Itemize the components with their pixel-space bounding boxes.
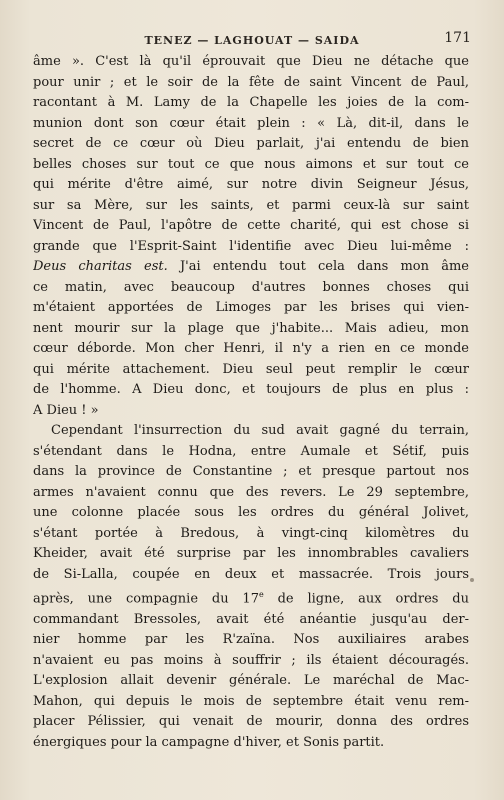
text-line: m'étaient apportées de Limoges par les brises qui vien- <box>33 300 469 315</box>
body-text <box>33 52 469 753</box>
ink-speck <box>470 578 474 582</box>
text-line: commandant Bressoles, avait été anéantie jusqu'au der- <box>33 611 469 627</box>
text-line: Kheider, avait été surprise par les innombrables cavaliers <box>33 546 469 561</box>
text-line: s'étant portée à Bredous, à vingt-cinq kilomètres du <box>33 525 469 541</box>
text-line: âme ». C'est là qu'il éprouvait que Dieu ne détache que <box>33 54 469 69</box>
text-line: Mahon, qui depuis le mois de septembre était venu rem- <box>33 693 469 709</box>
text-line: A Dieu ! » <box>33 402 99 418</box>
text-line: sur sa Mère, sur les saints, et parmi ceux-là sur saint <box>33 197 469 213</box>
text-line: belles choses sur tout ce que nous aimons et sur tout ce <box>33 156 469 172</box>
text-line: grande que l'Esprit-Saint l'identifie avec Dieu lui-même : <box>33 238 469 254</box>
page-number: 171 <box>444 30 471 46</box>
text-line: qui mérite attachement. Dieu seul peut remplir le cœur <box>33 361 469 377</box>
text-line: Deus charitas est. J'ai entendu tout cela dans mon âme <box>33 259 469 274</box>
text-line: s'étendant dans le Hodna, entre Aumale et Sétif, puis <box>33 443 469 459</box>
page-header <box>31 30 473 52</box>
text-line: nier homme par les R'zaïna. Nos auxiliaires arabes <box>33 632 469 648</box>
text-line: nent mourir sur la plage que j'habite... Mais adieu, mon <box>33 320 469 336</box>
text-line: Cependant l'insurrection du sud avait gagné du terrain, <box>51 423 469 438</box>
text-line: une colonne placée sous les ordres du général Jolivet, <box>33 505 469 520</box>
text-line: ce matin, avec beaucoup d'autres bonnes choses qui <box>33 279 469 295</box>
text-line: placer Pélissier, qui venait de mourir, donna des ordres <box>33 714 469 730</box>
text-line: pour unir ; et le soir de la fête de saint Vincent de Paul, <box>33 74 469 90</box>
text-line: après, une compagnie du 17e de ligne, aux ordres du <box>33 590 469 607</box>
text-line: armes n'avaient connu que des revers. Le 29 septembre, <box>33 484 469 500</box>
text-line: cœur déborde. Mon cher Henri, il n'y a rien en ce monde <box>33 341 469 356</box>
text-line: énergiques pour la campagne d'hiver, et Sonis partit. <box>33 734 385 750</box>
running-head: TENEZ — LAGHOUAT — SAIDA <box>144 34 360 47</box>
text-line: Vincent de Paul, l'apôtre de cette charité, qui est chose si <box>33 218 469 233</box>
text-line: munion dont son cœur était plein : « Là, dit-il, dans le <box>33 115 469 131</box>
text-line: n'avaient eu pas moins à souffrir ; ils étaient découragés. <box>33 652 469 668</box>
text-line: de l'homme. A Dieu donc, et toujours de plus en plus : <box>33 382 469 397</box>
text-line: secret de ce cœur où Dieu parlait, j'ai entendu de bien <box>33 136 469 151</box>
text-line: de Si-Lalla, coupée en deux et massacrée. Trois jours <box>33 566 469 582</box>
text-line: racontant à M. Lamy de la Chapelle les joies de la com- <box>33 95 469 110</box>
text-line: dans la province de Constantine ; et presque partout nos <box>33 464 469 479</box>
text-line: L'explosion allait devenir générale. Le maréchal de Mac- <box>33 673 469 689</box>
text-line: qui mérite d'être aimé, sur notre divin Seigneur Jésus, <box>33 177 469 192</box>
